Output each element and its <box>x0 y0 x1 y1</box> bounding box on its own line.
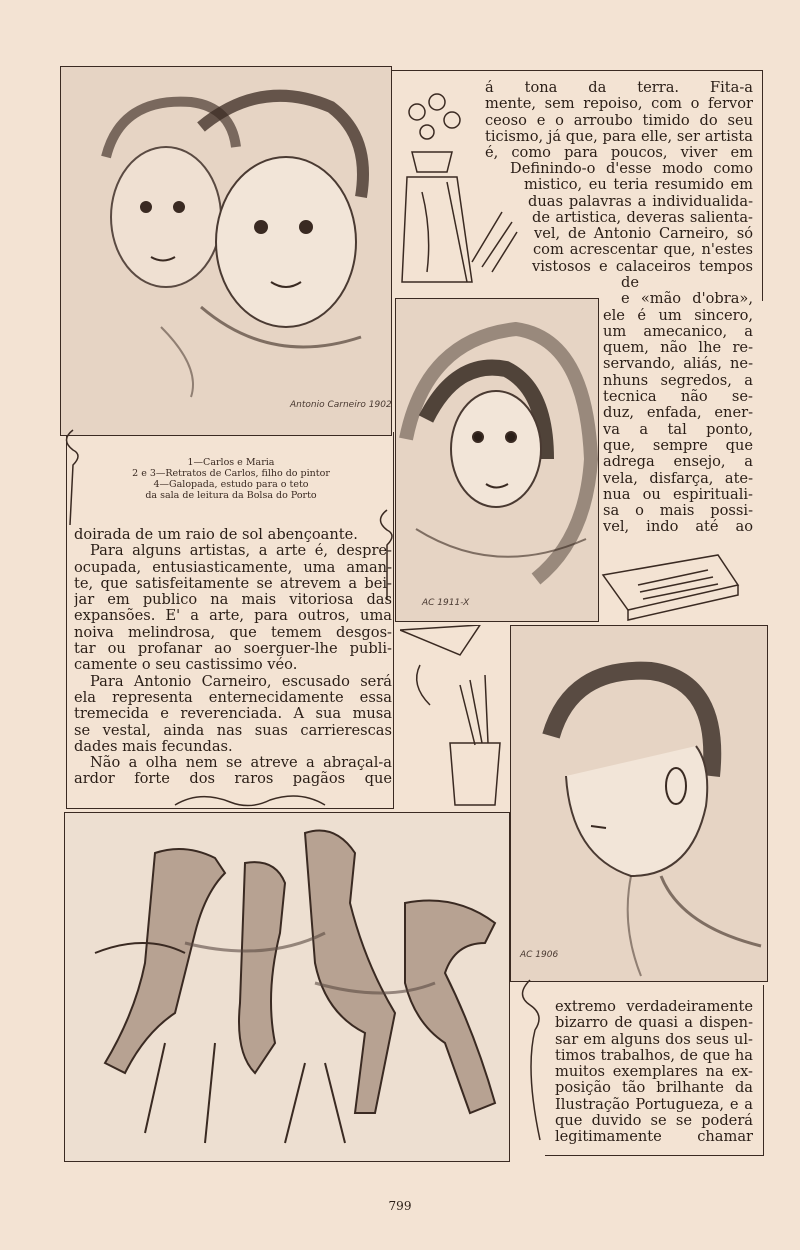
text-line: dades mais fecundas. <box>74 738 233 755</box>
text-line: que, sempre que <box>603 437 753 454</box>
text-line: bizarro de quasi a dispen- <box>555 1015 753 1032</box>
text-line: Definindo-o d'esse modo como <box>510 161 753 177</box>
text-line: vela, disfarça, ate- <box>603 470 753 487</box>
caption-line: 2 e 3—Retratos de Carlos, filho do pintor <box>132 468 330 479</box>
text-line: mente, sem repoiso, com o fervor <box>485 96 753 113</box>
text-line: vistosos e calaceiros tempos <box>532 258 753 275</box>
text-line: duas palavras a individualida- <box>528 193 753 210</box>
plate2-signature: AC 1911-X <box>422 598 470 608</box>
text-col-top-right <box>485 80 753 161</box>
text-line: sar em alguns dos seus ul- <box>555 1031 753 1048</box>
text-col-right-indent <box>510 161 753 275</box>
text-line: tecnica não se- <box>603 389 753 406</box>
text-line: posição tão brilhante da <box>555 1080 753 1097</box>
text-line: vel, de Antonio Carneiro, só <box>534 226 753 243</box>
brushes-pot-ornament-icon <box>400 625 510 810</box>
portrait-carlos-e-maria <box>60 66 392 436</box>
text-line: tar ou profanar ao soerguer-lhe publi- <box>74 641 392 658</box>
text-line: Para Antonio Carneiro, escusado será <box>90 673 392 690</box>
text-line: é, como para poucos, viver em <box>485 145 753 162</box>
text-line: timos trabalhos, de que ha <box>555 1047 753 1064</box>
plate3-signature: AC 1906 <box>520 950 559 960</box>
text-line: sa o mais possi- <box>603 503 753 520</box>
bottom-scroll-ornament-icon <box>170 790 330 815</box>
sketchbook-ornament-icon <box>598 545 743 625</box>
text-line: camente o seu castissimo véo. <box>74 657 298 674</box>
right-scroll-ornament-icon <box>510 970 555 1150</box>
text-line: extremo verdadeiramente <box>555 999 753 1015</box>
text-line: doirada de um raio de sol abençoante. <box>74 527 358 543</box>
sketch-hooded-child-icon <box>396 299 598 621</box>
text-line: com acrescentar que, n'estes <box>533 242 753 259</box>
sketch-boy-profile-icon <box>511 626 767 981</box>
caption-line: da sala de leitura da Bolsa do Porto <box>145 490 317 501</box>
text-line: va a tal ponto, <box>603 421 753 438</box>
sketch-galloping-horses-icon <box>65 813 509 1161</box>
text-line: nua ou espirituali- <box>603 486 753 503</box>
figure-caption <box>100 457 362 501</box>
text-col-narrow <box>603 275 753 536</box>
text-line: de artistica, deveras salienta- <box>532 209 753 226</box>
sketch-two-children-icon <box>61 67 391 435</box>
text-line: ceoso e o arroubo timido do seu <box>485 112 753 129</box>
text-line: muitos exemplares na ex- <box>555 1064 753 1081</box>
left-scroll-ornament-icon <box>58 425 88 535</box>
text-line: de <box>621 275 639 291</box>
page-number: 799 <box>388 1199 412 1213</box>
text-line: ocupada, entusiasticamente, uma aman- <box>74 559 392 576</box>
text-line: duz, enfada, ener- <box>603 405 753 422</box>
text-line: Para alguns artistas, a arte é, despre- <box>90 543 392 560</box>
text-line: mistico, eu teria resumido em <box>524 177 753 194</box>
text-line: um amecanico, a <box>603 323 753 340</box>
text-line: Ilustração Portugueza, e a <box>555 1096 753 1113</box>
text-line: te, que satisfeitamente se atrevem a bei- <box>74 575 392 592</box>
text-line: nhuns segredos, a <box>603 372 753 389</box>
text-line: ticismo, já que, para elle, ser artista <box>485 128 753 145</box>
text-line: legitimamente chamar <box>555 1129 753 1146</box>
text-col-bottom-right <box>555 999 753 1146</box>
portrait-carlos-profile <box>510 625 768 982</box>
text-col-left <box>74 527 392 788</box>
text-line: ardor forte dos raros pagãos que <box>74 771 392 788</box>
portrait-carlos-hood <box>395 298 599 622</box>
caption-line: 1—Carlos e Maria <box>187 457 275 468</box>
text-line: adrega ensejo, a <box>603 454 753 471</box>
text-line: que duvido se se poderá <box>555 1113 753 1130</box>
text-line: servando, aliás, ne- <box>603 356 753 373</box>
text-line: á tona da terra. Fita-a <box>485 80 753 96</box>
text-line: expansões. E' a arte, para outros, uma <box>74 608 392 625</box>
text-line: e «mão d'obra», <box>621 291 753 308</box>
text-line: se vestal, ainda nas suas carrierescas <box>74 722 392 739</box>
text-line: quem, não lhe re- <box>603 340 753 357</box>
galopada-horses-study <box>64 812 510 1162</box>
text-line: tremecida e reverenciada. A sua musa <box>74 706 392 723</box>
text-line: vel, indo até ao <box>603 519 753 536</box>
plate1-signature: Antonio Carneiro 1902 <box>290 400 392 410</box>
text-line: noiva melindrosa, que temem desgos- <box>74 624 392 641</box>
text-line: Não a olha nem se atreve a abraçal-a <box>90 755 392 772</box>
caption-line: 4—Galopada, estudo para o teto <box>153 479 309 490</box>
text-line: ela representa enternecidamente essa <box>74 689 392 706</box>
text-line: jar em publico na mais vitoriosa das <box>74 592 392 609</box>
text-line: ele é um sincero, <box>603 307 753 324</box>
